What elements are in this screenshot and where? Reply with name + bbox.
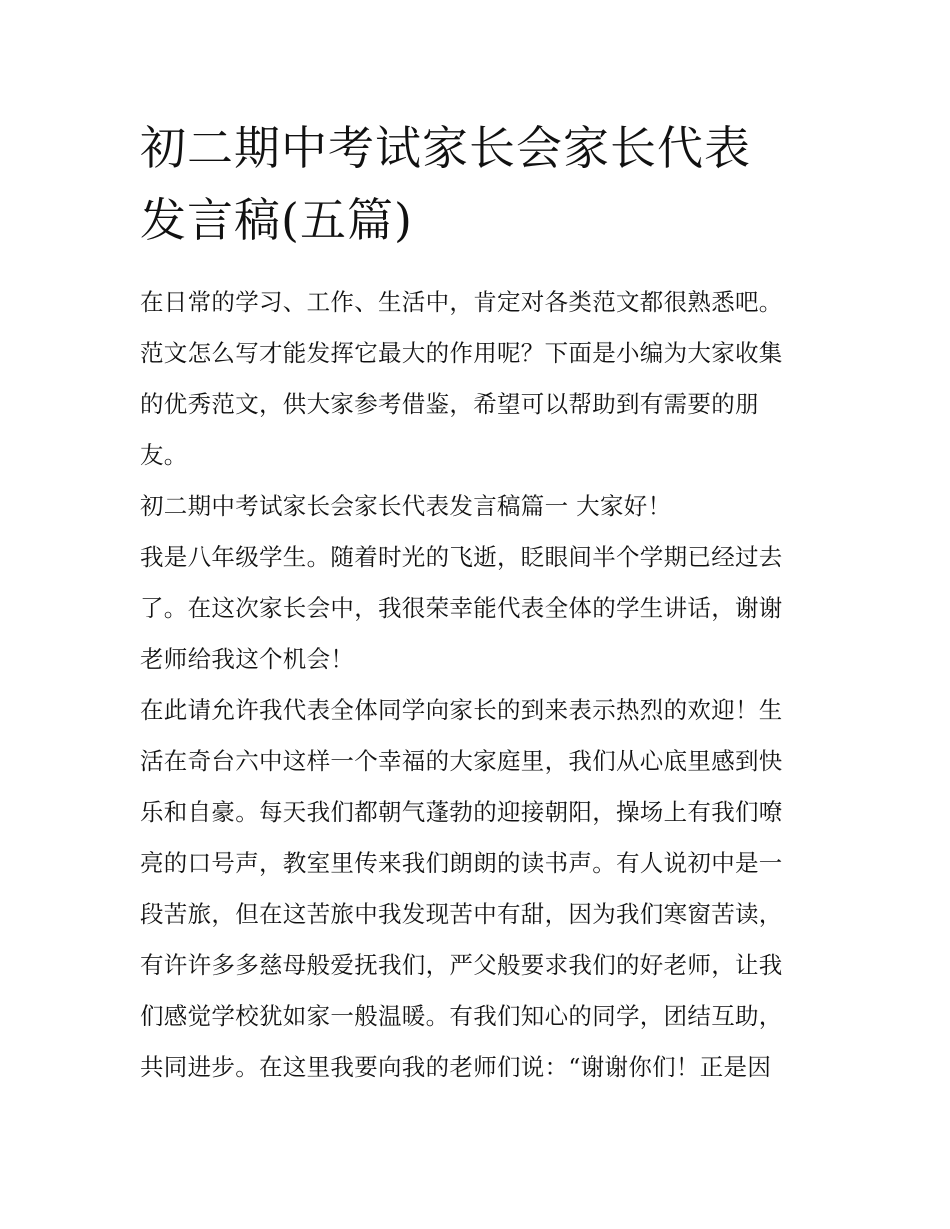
section-heading-line: 初二期中考试家长会家长代表发言稿篇一 大家好！ bbox=[140, 492, 672, 520]
body-line: 我是八年级学生。随着时光的飞逝，眨眼间半个学期已经过去 bbox=[140, 543, 783, 571]
body-line: 有许许多多慈母般爱抚我们，严父般要求我们的好老师，让我 bbox=[140, 951, 783, 979]
document-body bbox=[140, 280, 820, 1096]
body-line: 乐和自豪。每天我们都朝气蓬勃的迎接朝阳，操场上有我们嘹 bbox=[140, 798, 783, 826]
body-line: 共同进步。在这里我要向我的老师们说：“谢谢你们！正是因 bbox=[140, 1053, 772, 1081]
document-title bbox=[140, 112, 820, 256]
title-line-1: 初二期中考试家长会家长代表 bbox=[140, 121, 751, 175]
body-line: 在此请允许我代表全体同学向家长的到来表示热烈的欢迎！生 bbox=[140, 696, 783, 724]
title-line-2: 发言稿(五篇) bbox=[140, 193, 413, 247]
body-line: 老师给我这个机会！ bbox=[140, 645, 355, 673]
body-line: 在日常的学习、工作、生活中，肯定对各类范文都很熟悉吧。 bbox=[140, 288, 783, 316]
body-line: 段苦旅，但在这苦旅中我发现苦中有甜，因为我们寒窗苦读， bbox=[140, 900, 783, 928]
body-line: 范文怎么写才能发挥它最大的作用呢？下面是小编为大家收集 bbox=[140, 339, 783, 367]
body-line: 们感觉学校犹如家一般温暖。有我们知心的同学，团结互助， bbox=[140, 1002, 783, 1030]
body-line: 友。 bbox=[140, 441, 188, 469]
body-line: 的优秀范文，供大家参考借鉴，希望可以帮助到有需要的朋 bbox=[140, 390, 759, 418]
body-line: 亮的口号声，教室里传来我们朗朗的读书声。有人说初中是一 bbox=[140, 849, 783, 877]
body-line: 了。在这次家长会中，我很荣幸能代表全体的学生讲话，谢谢 bbox=[140, 594, 783, 622]
body-line: 活在奇台六中这样一个幸福的大家庭里，我们从心底里感到快 bbox=[140, 747, 783, 775]
